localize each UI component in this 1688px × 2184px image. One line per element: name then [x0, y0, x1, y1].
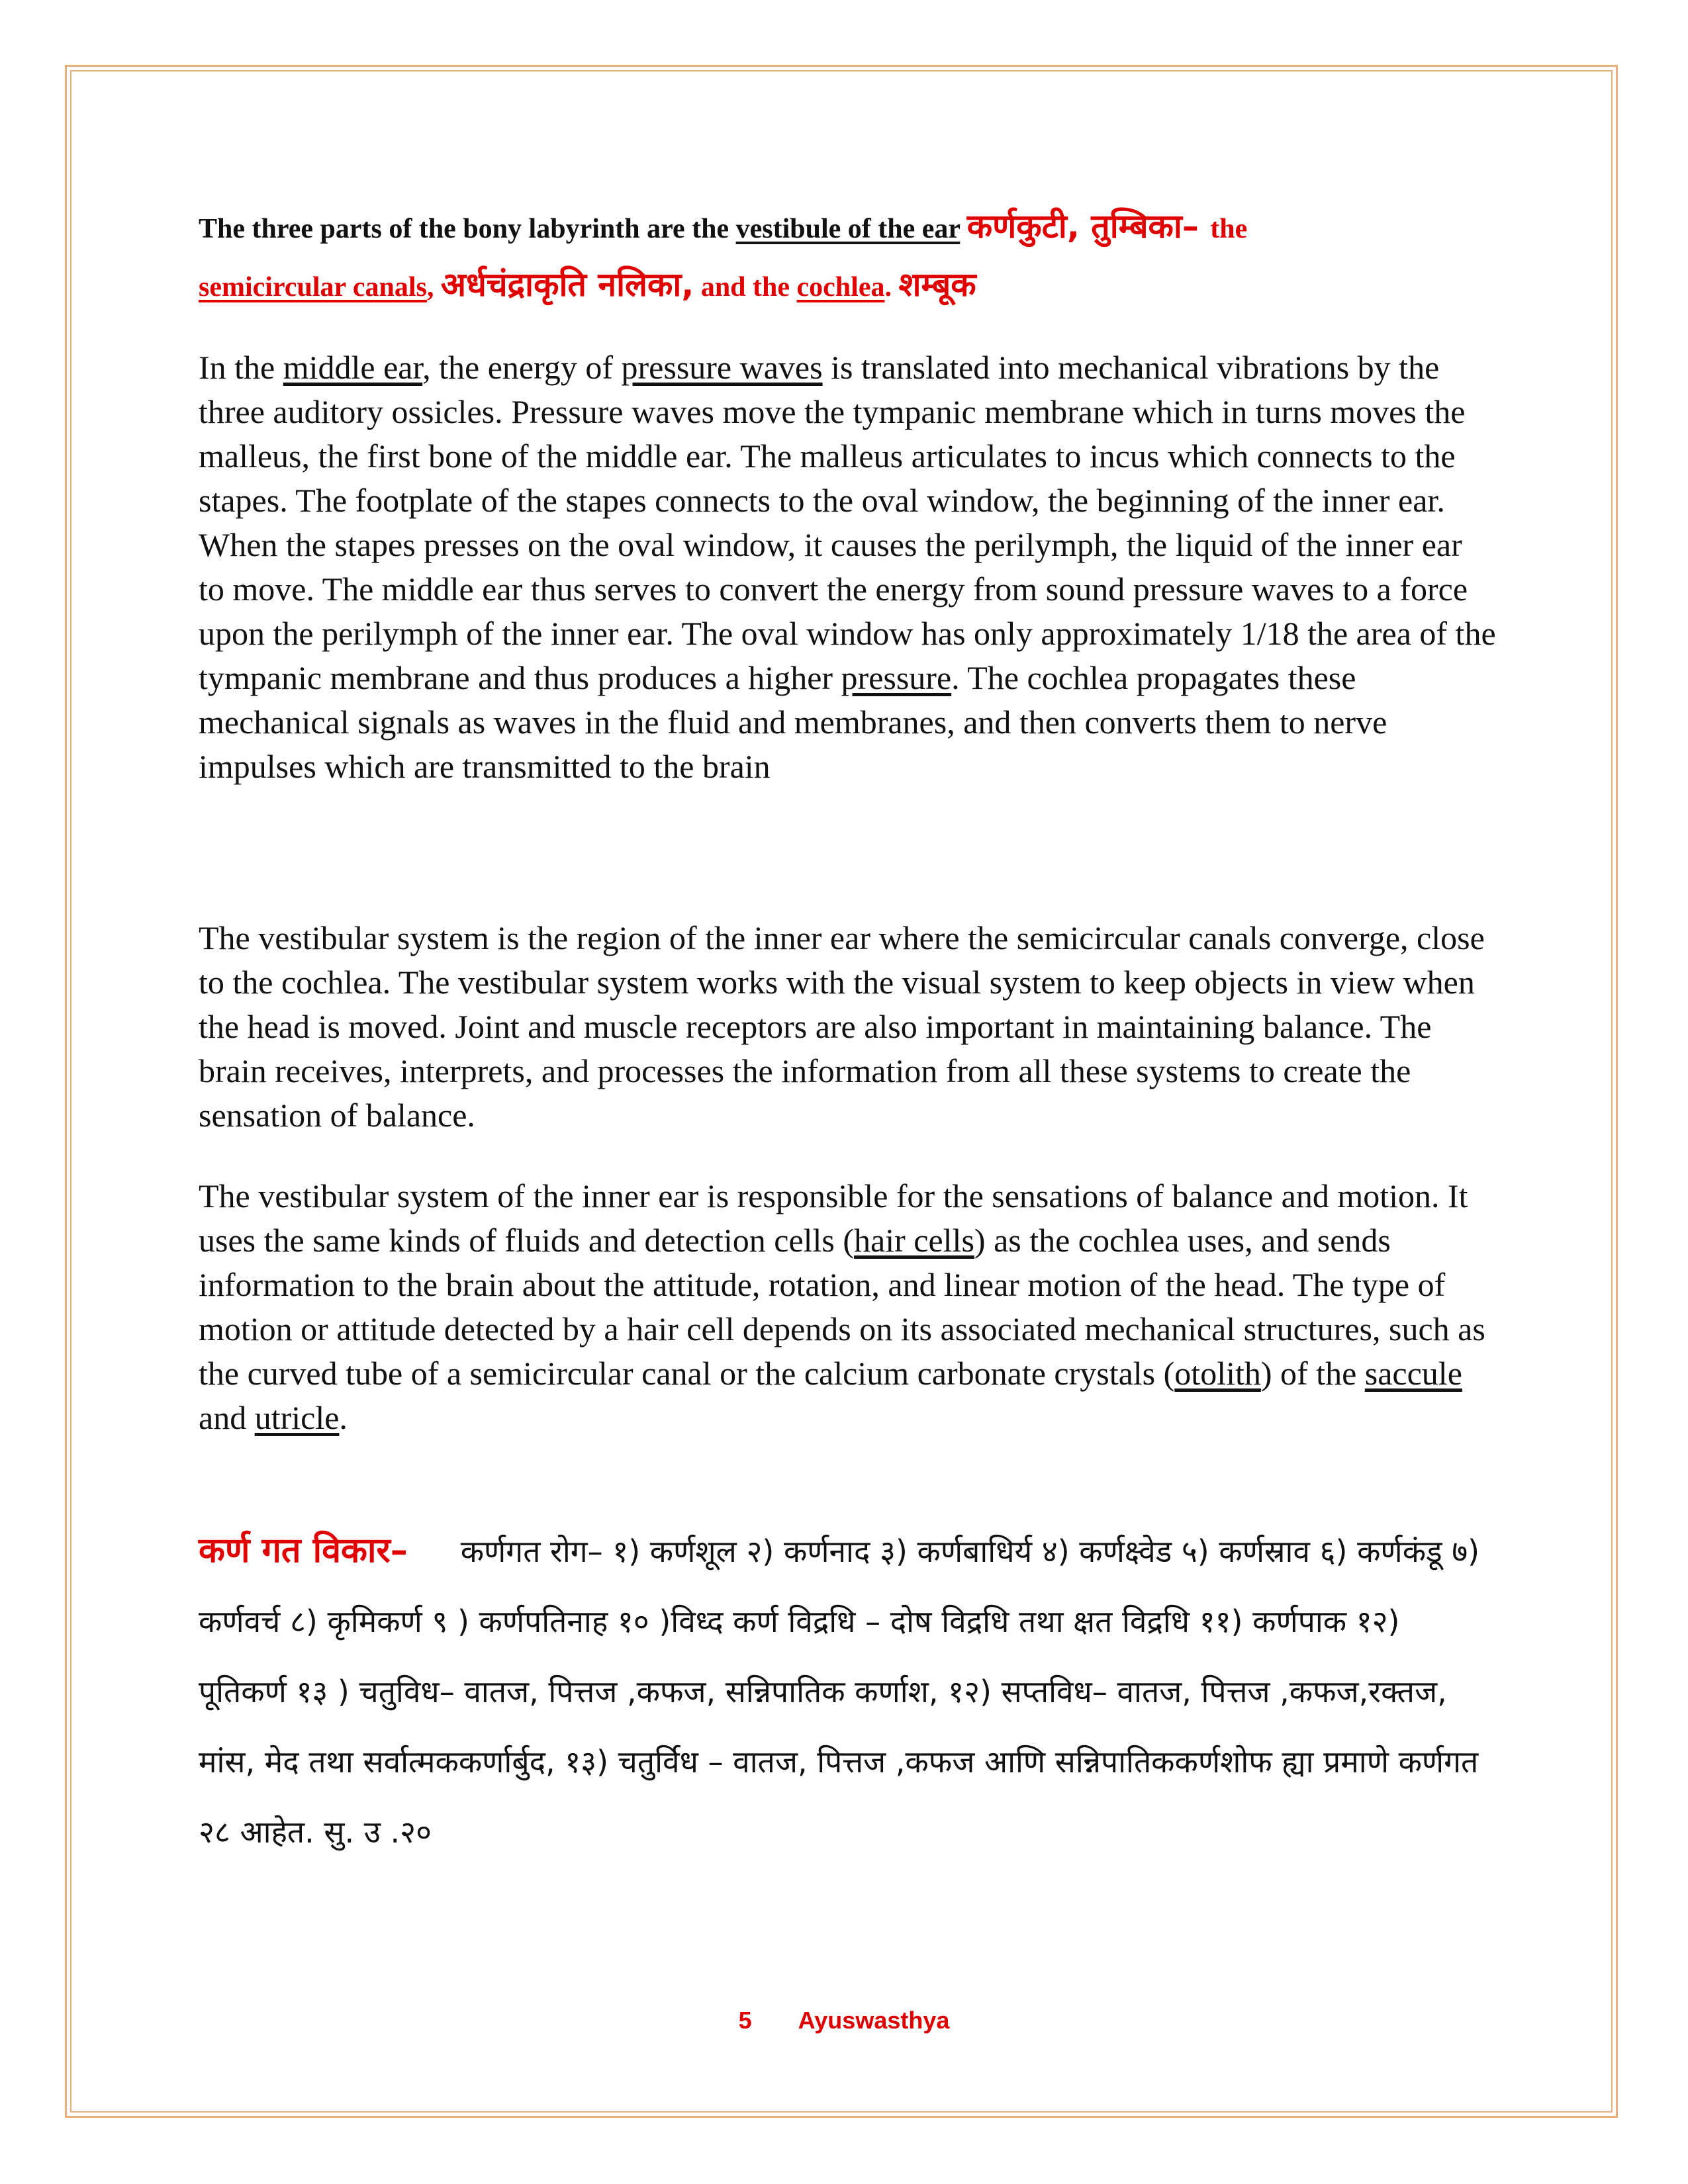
p3-text: The vestibular system of the inner ear is responsible for the sensations of balance and motion. It uses the same kinds of fluids and detection cells ( — [199, 1177, 1468, 1259]
vestibular-paragraph: The vestibular system is the region of the inner ear where the semicircular canals converge, close to the cochlea. The vestibular system works with the visual system to keep objects in view when the head is moved. Joint and muscle receptors are also important in maintaining balance. The brain receives, interprets, and processes the information from all these systems to create the sensation of balance. — [199, 919, 1485, 1134]
intro-hindi-cochlea: शम्बूक — [898, 265, 976, 304]
intro-hindi-semicircular: अर्धचंद्राकृति नलिका, — [440, 265, 694, 304]
utricle-link: utricle — [254, 1399, 340, 1436]
otolith-link: otolith — [1174, 1355, 1261, 1392]
p3-text: ) of the — [1260, 1355, 1365, 1392]
intro-cochlea: cochlea — [796, 272, 885, 302]
intro-the: the — [1210, 214, 1248, 244]
footer-brand: Ayuswasthya — [798, 2007, 950, 2034]
saccule-link: saccule — [1364, 1355, 1462, 1392]
p1-text: is translated into mechanical vibrations by the three auditory ossicles. Pressure waves move the tympanic membrane which in turns moves the malleus, the first bone of the middle ear. The malleus articulates to incus which connects to the stapes. The footplate of the stapes connects to the oval window, the beginning of the inner ear. When the stapes presses on the oval window, it causes the perilymph, the liquid of the inner ear to move. The middle ear thus serves to convert the energy from sound pressure waves to a force upon the perilymph of the inner ear. The oval window has only approximately 1/18 the area of the tympanic membrane and thus produces a higher — [199, 349, 1496, 696]
p3-text: ) as the cochlea uses, and sends information to the brain about the attitude, rotation, and linear motion of the head. The type of motion or attitude detected by a hair cell depends on its associated mechanical structures, such as the curved tube of a semicircular canal or the calcium carbonate crystals ( — [199, 1222, 1485, 1392]
p3-text: and — [199, 1399, 255, 1436]
p3-text: . — [339, 1399, 348, 1436]
intro-text: The three parts of the bony labyrinth are the — [199, 214, 736, 244]
vestibular-motion-paragraph — [199, 1174, 1496, 1440]
intro-paragraph — [199, 199, 1496, 315]
intro-comma: , — [426, 272, 441, 302]
page-footer — [0, 2007, 1688, 2034]
middle-ear-link: middle ear — [283, 349, 423, 386]
pressure-link: pressure — [841, 659, 952, 696]
p1-text: , the energy of — [422, 349, 622, 386]
middle-ear-paragraph — [199, 345, 1496, 789]
karna-vikar-heading: कर्ण गत विकार– — [199, 1531, 408, 1570]
karna-vikar-body: कर्णगत रोग– १) कर्णशूल २) कर्णनाद ३) कर्णबाधिर्य ४) कर्णक्ष्वेड ५) कर्णस्राव ६) कर्णकंडू ७) कर्णवर्च ८) कृमिकर्ण ९ ) कर्णपतिनाह १० )विध्द कर्ण विद्रधि – दोष विद्रधि तथा क्षत विद्रधि ११) कर्णपाक १२) पूतिकर्ण १३ ) चतुविध– वातज, पित्तज ,कफज, सन्निपातिक कर्णाश, १२) सप्तविध– वातज, पित्तज ,कफज,रक्तज, मांस, मेद तथा सर्वात्मककर्णार्बुद, १३) चतुर्विध – वातज, पित्तज ,कफज आणि सन्निपातिककर्णशोफ ह्या प्रमाणे कर्णगत २८ आहेत. सु. उ .२० — [199, 1533, 1480, 1850]
intro-and-the: and the — [694, 272, 797, 302]
intro-period: . — [884, 272, 899, 302]
hair-cells-link: hair cells — [854, 1222, 974, 1259]
page-number: 5 — [738, 2007, 752, 2034]
intro-hindi-vestibule: कर्णकुटी, तुम्बिका– — [966, 207, 1211, 246]
intro-space — [960, 214, 967, 244]
p1-text: . The cochlea propagates these mechanical signals as waves in the fluid and membranes, and then converts them to nerve impulses which are transmitted to the brain — [199, 659, 1387, 785]
pressure-waves-link: pressure waves — [621, 349, 823, 386]
intro-semicircular: semicircular canals — [199, 272, 427, 302]
karna-vikar-section — [199, 1516, 1496, 1867]
p1-text: In the — [199, 349, 283, 386]
intro-link-vestibule: vestibule of the ear — [735, 214, 961, 244]
